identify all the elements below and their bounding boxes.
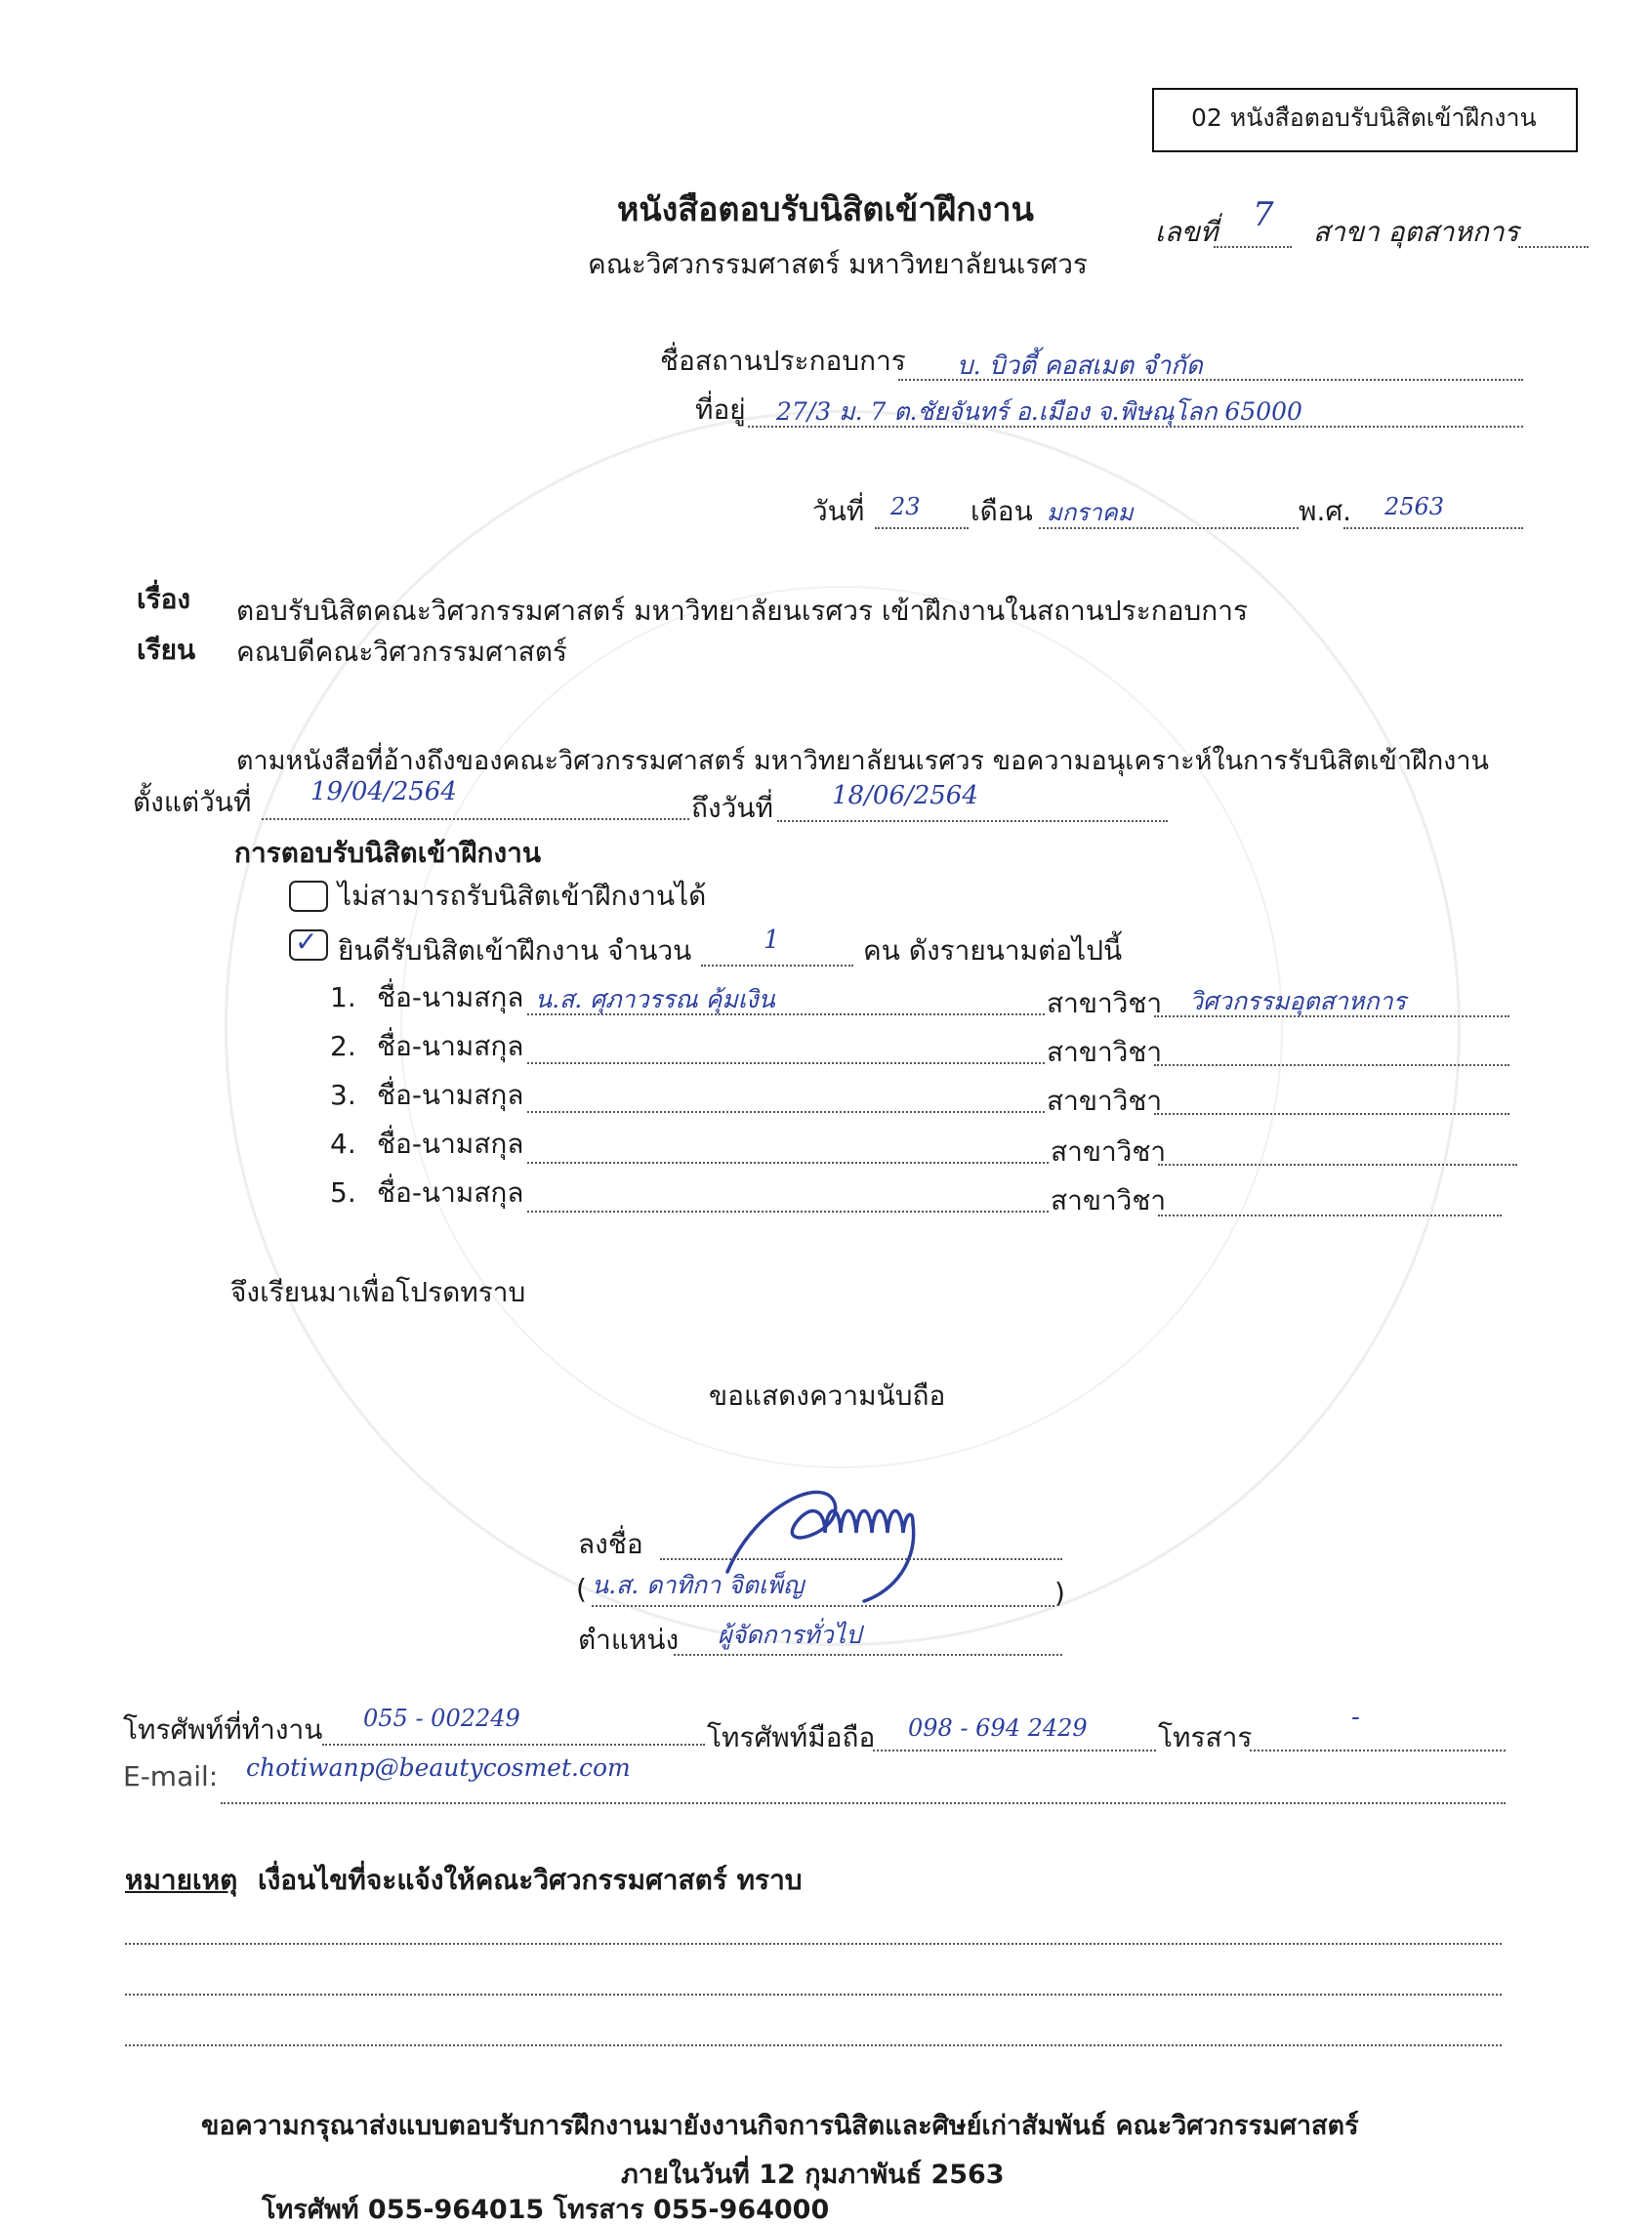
company-name-label: ชื่อสถานประกอบการ — [660, 345, 906, 377]
date-month-value: มกราคม — [1047, 499, 1134, 526]
remark-line-3 — [125, 2044, 1502, 2046]
printed-name: น.ส. ดาทิกา จิตเพ็ญ — [592, 1571, 805, 1599]
remark-line-1 — [125, 1943, 1502, 1945]
period-to-value: 18/06/2564 — [832, 781, 978, 810]
student-4-name-label: ชื่อ-นามสกุล — [377, 1128, 524, 1160]
email-label: E-mail: — [123, 1760, 219, 1792]
fax-dots — [1250, 1750, 1506, 1751]
to-label: เรียน — [137, 634, 196, 666]
printed-name-dots — [592, 1605, 1054, 1607]
accept-count-value: 1 — [764, 926, 780, 955]
period-to-label: ถึงวันที่ — [691, 792, 773, 824]
number-dots — [1214, 246, 1292, 248]
position-label: ตำแหน่ง — [578, 1624, 680, 1656]
mobile-value: 098 - 694 2429 — [908, 1714, 1088, 1742]
remark-label: หมายเหตุ — [125, 1864, 238, 1896]
remark-text: เงื่อนไขที่จะแจ้งให้คณะวิศวกรรมศาสตร์ ทราบ — [258, 1864, 803, 1896]
office-phone-label: โทรศัพท์ที่ทำงาน — [123, 1713, 323, 1746]
printed-name-close-paren: ) — [1054, 1577, 1065, 1609]
to-text: คณบดีคณะวิศวกรรมศาสตร์ — [236, 636, 567, 668]
acceptance-heading: การตอบรับนิสิตเข้าฝึกงาน — [234, 837, 542, 869]
office-phone-dots — [322, 1744, 705, 1746]
period-from-value: 19/04/2564 — [310, 777, 457, 806]
office-phone-value: 055 - 002249 — [363, 1705, 520, 1732]
address-value: 27/3 ม. 7 ต.ชัยจันทร์ อ.เมือง จ.พิษณุโลก 65000 — [776, 397, 1302, 426]
branch-label: สาขา อุตสาหการ — [1313, 216, 1519, 248]
document-title: หนังสือตอบรับนิสิตเข้าฝึกงาน — [617, 190, 1034, 229]
regards-text: ขอแสดงความนับถือ — [709, 1380, 946, 1412]
number-value: 7 — [1253, 195, 1274, 234]
subject-label: เรื่อง — [137, 583, 191, 615]
student-3-major-dots — [1154, 1113, 1509, 1115]
footer-line-3: โทรศัพท์ 055-964015 โทรสาร 055-964000 — [262, 2195, 830, 2225]
printed-name-open-paren: ( — [576, 1573, 587, 1605]
student-1-number: 1. — [330, 981, 356, 1013]
footer-line-1: ขอความกรุณาส่งแบบตอบรับการฝึกงานมายังงานกิจการนิสิตและศิษย์เก่าสัมพันธ์ คณะวิศวกรรมศาสตร์ — [201, 2111, 1359, 2141]
student-4-major-dots — [1158, 1164, 1517, 1166]
mobile-dots — [873, 1750, 1156, 1751]
date-day-dots — [875, 527, 969, 529]
period-from-dots — [262, 818, 689, 820]
accept-suffix: คน ดังรายนามต่อไปนี้ — [863, 934, 1123, 967]
student-5-major-dots — [1158, 1215, 1502, 1216]
email-dots — [221, 1802, 1506, 1804]
student-1-name: น.ส. ศุภาวรรณ คุ้มเงิน — [535, 985, 775, 1013]
accept-count-dots — [701, 965, 853, 967]
period-from-label: ตั้งแต่วันที่ — [133, 786, 252, 818]
student-5-name-label: ชื่อ-นามสกุล — [377, 1176, 524, 1209]
accept-checkmark: ✓ — [295, 926, 318, 958]
date-day-value: 23 — [890, 493, 921, 520]
student-3-major-label: สาขาวิชา — [1047, 1085, 1163, 1117]
date-month-label: เดือน — [971, 495, 1033, 527]
university-seal-watermark-inner — [400, 586, 1283, 1468]
student-2-name-label: ชื่อ-นามสกุล — [377, 1030, 524, 1062]
address-label: ที่อยู่ — [695, 393, 746, 426]
period-to-dots — [777, 820, 1168, 822]
student-3-name-dots — [527, 1111, 1045, 1113]
student-1-major-label: สาขาวิชา — [1047, 987, 1163, 1019]
student-2-major-label: สาขาวิชา — [1047, 1036, 1163, 1068]
sign-dots — [660, 1558, 1062, 1560]
student-4-name-dots — [527, 1162, 1049, 1164]
mobile-label: โทรศัพท์มือถือ — [707, 1721, 876, 1753]
student-2-major-dots — [1154, 1064, 1509, 1066]
student-3-name-label: ชื่อ-นามสกุล — [377, 1079, 524, 1111]
position-value: ผู้จัดการทั่วไป — [718, 1621, 862, 1649]
email-value: chotiwanp@beautycosmet.com — [246, 1753, 631, 1782]
remark-line-2 — [125, 1994, 1502, 1996]
branch-dots — [1518, 246, 1589, 248]
sign-label: ลงชื่อ — [578, 1528, 643, 1560]
fax-label: โทรสาร — [1158, 1721, 1253, 1753]
form-code: 02 หนังสือตอบรับนิสิตเข้าฝึกงาน — [1191, 103, 1537, 132]
date-year-value: 2563 — [1384, 493, 1445, 520]
student-4-number: 4. — [330, 1128, 356, 1160]
subject-text: ตอบรับนิสิตคณะวิศวกรรมศาสตร์ มหาวิทยาลัยนเรศวร เข้าฝึกงานในสถานประกอบการ — [236, 595, 1249, 627]
student-5-major-label: สาขาวิชา — [1051, 1184, 1167, 1216]
student-4-major-label: สาขาวิชา — [1051, 1135, 1167, 1168]
date-year-label: พ.ศ. — [1299, 495, 1352, 527]
student-1-major: วิศวกรรมอุตสาหการ — [1189, 987, 1407, 1015]
student-2-name-dots — [527, 1062, 1045, 1064]
number-label: เลขที่ — [1155, 216, 1218, 248]
closing-text: จึงเรียนมาเพื่อโปรดทราบ — [230, 1276, 526, 1308]
footer-line-2: ภายในวันที่ 12 กุมภาพันธ์ 2563 — [621, 2160, 1005, 2190]
reject-checkbox[interactable] — [289, 881, 328, 912]
student-5-name-dots — [527, 1211, 1049, 1213]
accept-option-label: ยินดีรับนิสิตเข้าฝึกงาน จำนวน — [338, 934, 692, 967]
student-1-name-label: ชื่อ-นามสกุล — [377, 981, 524, 1013]
company-name-value: บ. บิวตี้ คอสเมต จำกัด — [957, 351, 1203, 381]
body-text: ตามหนังสือที่อ้างถึงของคณะวิศวกรรมศาสตร์ มหาวิทยาลัยนเรศวร ขอความอนุเคราะห์ในการรับนิสิตเข้าฝึกงาน — [236, 746, 1489, 776]
fax-value: - — [1351, 1703, 1360, 1732]
student-5-number: 5. — [330, 1176, 356, 1209]
student-2-number: 2. — [330, 1030, 356, 1062]
document-subtitle: คณะวิศวกรรมศาสตร์ มหาวิทยาลัยนเรศวร — [588, 248, 1088, 280]
date-year-dots — [1343, 527, 1523, 529]
student-3-number: 3. — [330, 1079, 356, 1111]
date-day-label: วันที่ — [812, 495, 865, 527]
reject-option-label: ไม่สามารถรับนิสิตเข้าฝึกงานได้ — [338, 880, 707, 912]
